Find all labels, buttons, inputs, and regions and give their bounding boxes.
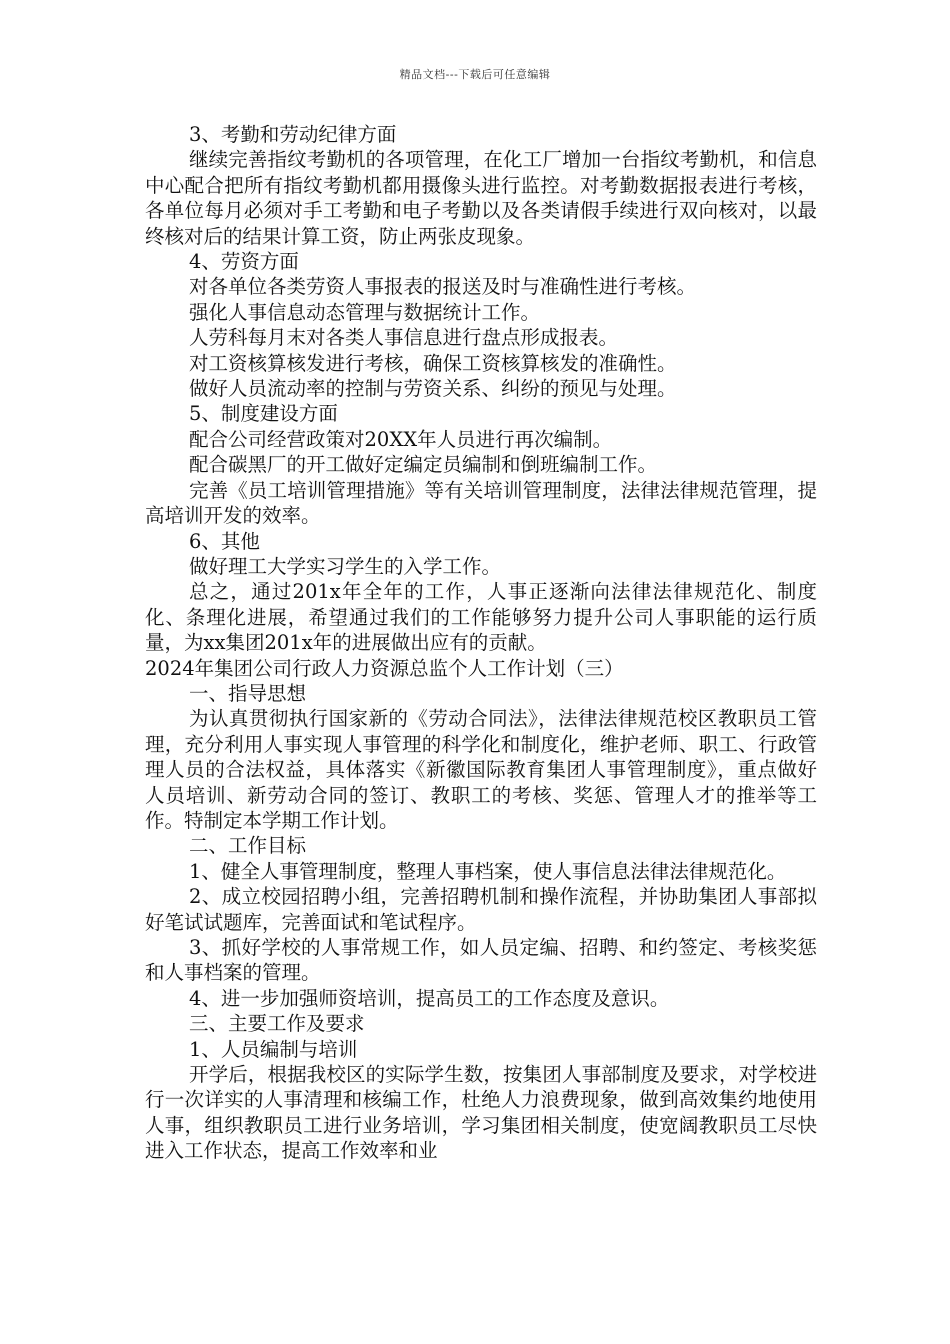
paragraph: 开学后，根据我校区的实际学生数，按集团人事部制度及要求，对学校进行一次详实的人事清理和核编工作，杜绝人力浪费现象，做到高效集约地使用人事，组织教职员工进行业务培训，学习集团相关制度，使宽阔教职员工尽快进入工作状态，提高工作效率和业	[145, 1063, 817, 1163]
paragraph: 1、健全人事管理制度，整理人事档案，使人事信息法律法律规范化。	[189, 859, 787, 883]
paragraph: 强化人事信息动态管理与数据统计工作。	[189, 300, 541, 324]
paragraph: 做好理工大学实习学生的入学工作。	[189, 554, 502, 578]
section-heading-guiding: 一、指导思想	[189, 681, 307, 705]
paragraph: 完善《员工培训管理措施》等有关培训管理制度，法律法律规范管理，提高培训开发的效率。	[145, 478, 817, 528]
section-heading-labor: 4、劳资方面	[189, 250, 299, 274]
section-heading-other: 6、其他	[189, 529, 260, 553]
paragraph: 配合公司经营政策对20XX年人员进行再次编制。	[189, 427, 613, 451]
section-heading-attendance: 3、考勤和劳动纪律方面	[189, 123, 397, 146]
paragraph: 做好人员流动率的控制与劳资关系、纠纷的预见与处理。	[189, 377, 677, 401]
paragraph: 2、成立校园招聘小组，完善招聘机制和操作流程，并协助集团人事部拟好笔试试题库，完善面试和笔试程序。	[145, 885, 817, 934]
paragraph: 3、抓好学校的人事常规工作，如人员定编、招聘、和约签定、考核奖惩和人事档案的管理。	[145, 936, 817, 985]
paragraph: 继续完善指纹考勤机的各项管理，在化工厂增加一台指纹考勤机，和信息中心配合把所有指纹考勤机都用摄像头进行监控。对考勤数据报表进行考核，各单位每月必须对手工考勤和电子考勤以及各类请假手续进行双向核对，以最终核对后的结果计算工资，防止两张皮现象。	[145, 148, 817, 248]
paragraph: 对各单位各类劳资人事报表的报送及时与准确性进行考核。	[189, 275, 697, 299]
paragraph: 4、进一步加强师资培训，提高员工的工作态度及意识。	[189, 986, 670, 1010]
paragraph: 人劳科每月末对各类人事信息进行盘点形成报表。	[189, 326, 619, 350]
section-heading-staffing: 1、人员编制与培训	[189, 1037, 358, 1061]
section-heading-goals: 二、工作目标	[189, 834, 307, 858]
page-header: 精品文档---下载后可任意编辑	[399, 68, 551, 81]
document-body	[145, 122, 817, 1164]
paragraph: 对工资核算核发进行考核，确保工资核算核发的准确性。	[189, 351, 677, 375]
section-heading-main-work: 三、主要工作及要求	[189, 1012, 365, 1036]
document-title: 2024年集团公司行政人力资源总监个人工作计划（三）	[145, 656, 624, 680]
section-heading-system: 5、制度建设方面	[189, 402, 338, 426]
paragraph: 配合碳黑厂的开工做好定编定员编制和倒班编制工作。	[189, 453, 658, 477]
paragraph: 为认真贯彻执行国家新的《劳动合同法》，法律法律规范校区教职员工管理，充分利用人事实现人事管理的科学化和制度化，维护老师、职工、行政管理人员的合法权益，具体落实《新徽国际教育集团人事管理制度》，重点做好人员培训、新劳动合同的签订、教职工的考核、奖惩、管理人才的推举等工作。特制定本学期工作计划。	[145, 707, 817, 832]
paragraph: 总之，通过201x年全年的工作，人事正逐渐向法律法律规范化、制度化、条理化进展，希望通过我们的工作能够努力提升公司人事职能的运行质量，为xx集团201x年的进展做出应有的贡献。	[145, 580, 817, 655]
